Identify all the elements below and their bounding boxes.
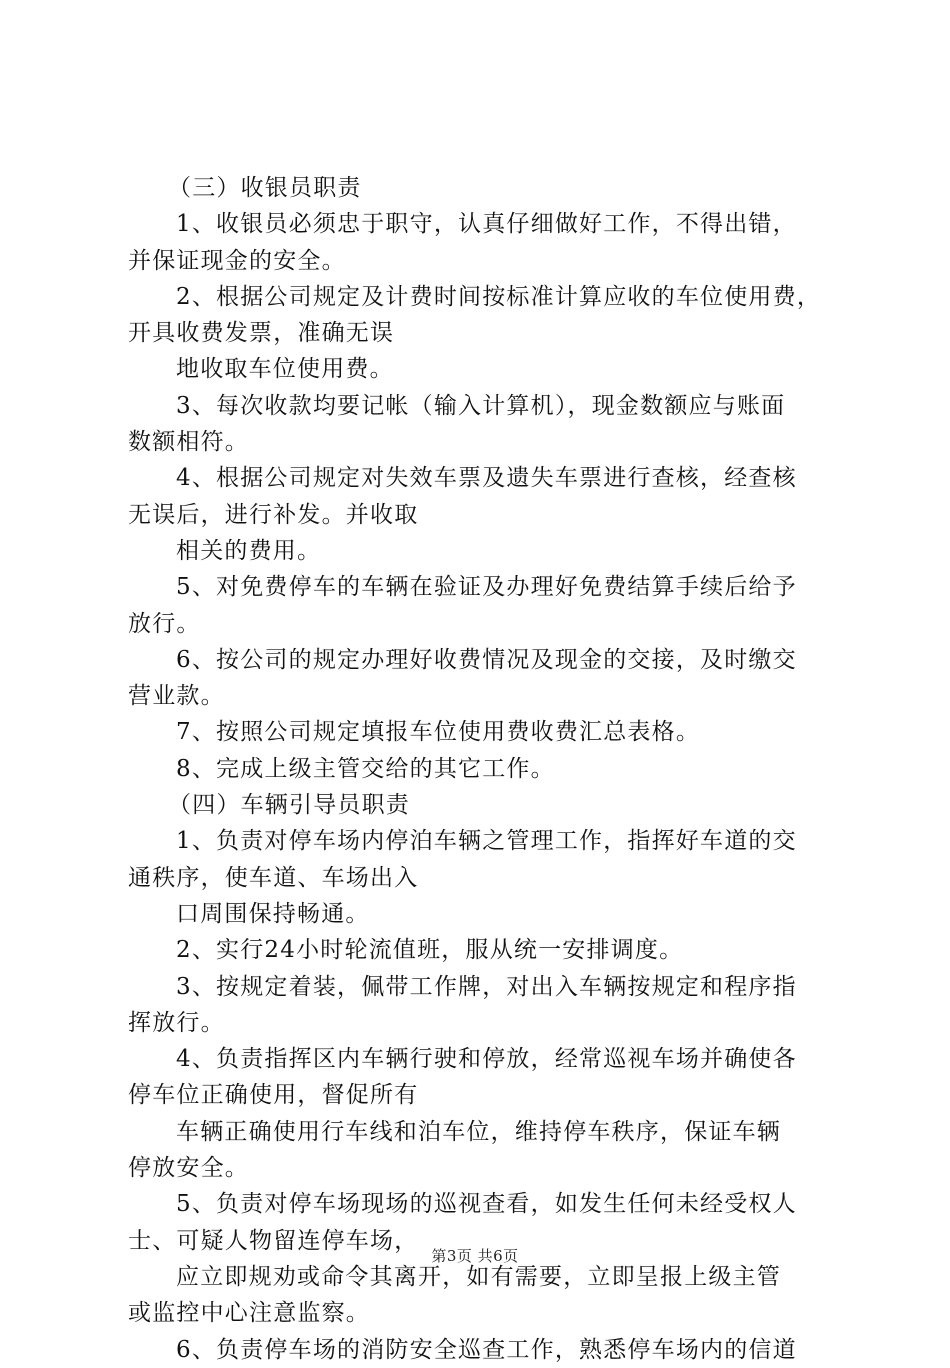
text-line: 开具收费发票，准确无误 bbox=[128, 320, 395, 347]
text-line: 挥放行。 bbox=[128, 1009, 225, 1036]
text-line: 相关的费用。 bbox=[176, 537, 322, 564]
text-line: 3、按规定着装，佩带工作牌，对出入车辆按规定和程序指 bbox=[176, 973, 797, 1000]
text-line: 停车位正确使用，督促所有 bbox=[128, 1082, 419, 1109]
text-line: 2、实行24小时轮流值班，服从统一安排调度。 bbox=[176, 937, 684, 964]
text-line: （四）车辆引导员职责 bbox=[168, 792, 410, 819]
text-line: 车辆正确使用行车线和泊车位，维持停车秩序，保证车辆 bbox=[176, 1118, 781, 1145]
text-line: 5、负责对停车场现场的巡视查看，如发生任何未经受权人 bbox=[176, 1191, 797, 1218]
text-line: 4、根据公司规定对失效车票及遗失车票进行查核，经查核 bbox=[176, 465, 797, 492]
document-body bbox=[128, 170, 840, 1368]
page-footer: 第3页 共6页 bbox=[431, 1247, 519, 1265]
text-line: 1、收银员必须忠于职守，认真仔细做好工作，不得出错， bbox=[176, 211, 797, 238]
text-line: 或监控中心注意监察。 bbox=[128, 1300, 370, 1327]
text-line: （三）收银员职责 bbox=[168, 175, 362, 201]
text-line: 6、按公司的规定办理好收费情况及现金的交接，及时缴交 bbox=[176, 646, 797, 673]
text-line: 数额相符。 bbox=[128, 429, 249, 456]
text-line: 4、负责指挥区内车辆行驶和停放，经常巡视车场并确使各 bbox=[176, 1046, 797, 1073]
text-line: 无误后，进行补发。并收取 bbox=[128, 501, 419, 528]
text-line: 1、负责对停车场内停泊车辆之管理工作，指挥好车道的交 bbox=[176, 828, 797, 855]
text-line: 并保证现金的安全。 bbox=[128, 247, 346, 274]
text-line: 2、根据公司规定及计费时间按标准计算应收的车位使用费， bbox=[176, 283, 822, 310]
text-line: 营业款。 bbox=[128, 683, 225, 710]
text-line: 放行。 bbox=[128, 610, 201, 637]
text-line: 地收取车位使用费。 bbox=[176, 356, 394, 383]
text-line: 8、完成上级主管交给的其它工作。 bbox=[176, 755, 555, 782]
text-line: 通秩序，使车道、车场出入 bbox=[128, 864, 419, 891]
text-line: 士、可疑人物留连停车场， bbox=[128, 1227, 419, 1254]
text-line: 应立即规劝或命令其离开，如有需要，立即呈报上级主管 bbox=[176, 1263, 781, 1290]
text-line: 7、按照公司规定填报车位使用费收费汇总表格。 bbox=[176, 719, 701, 746]
text-line: 口周围保持畅通。 bbox=[176, 900, 370, 927]
text-line: 5、对免费停车的车辆在验证及办理好免费结算手续后给予 bbox=[176, 574, 797, 601]
text-line: 3、每次收款均要记帐（输入计算机），现金数额应与账面 bbox=[176, 392, 786, 419]
text-line: 停放安全。 bbox=[128, 1155, 249, 1182]
text-line: 6、负责停车场的消防安全巡查工作，熟悉停车场内的信道 bbox=[176, 1336, 797, 1363]
